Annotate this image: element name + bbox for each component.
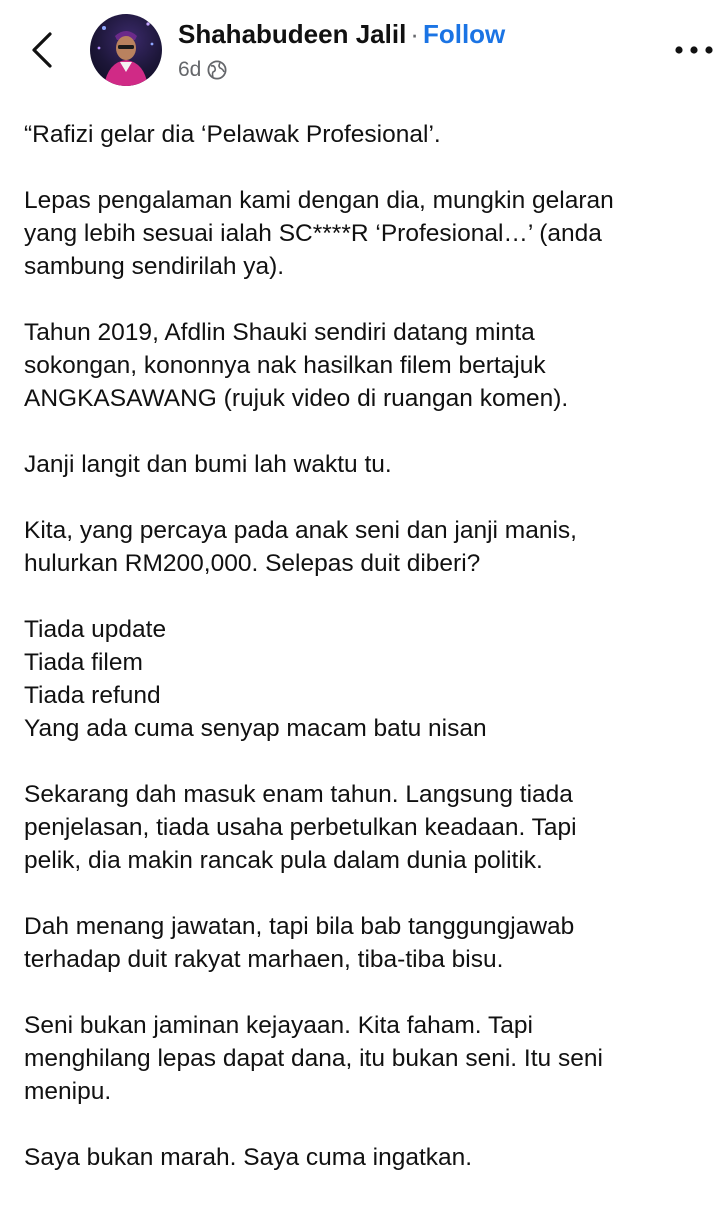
post-paragraph [24,613,714,745]
post-line: Tahun 2019, Afdlin Shauki sendiri datang minta [24,319,535,346]
back-button[interactable] [26,30,58,70]
globe-icon [207,60,227,80]
post-line: sokongan, kononnya nak hasilkan filem bertajuk [24,352,546,379]
post-line: Lepas pengalaman kami dengan dia, mungkin gelaran [24,187,614,214]
post-line: Kita, yang percaya pada anak seni dan janji manis, [24,517,577,544]
post-meta [178,56,227,84]
chevron-left-icon [31,32,53,68]
post-paragraph [24,910,714,976]
post-header [0,0,727,100]
post-line: Sekarang dah masuk enam tahun. Langsung tiada [24,781,573,808]
post-line: Yang ada cuma senyap macam batu nisan [24,715,487,742]
post-line: “Rafizi gelar dia ‘Pelawak Profesional’. [24,121,441,148]
post-line: hulurkan RM200,000. Selepas duit diberi? [24,550,481,577]
author-row [178,18,505,50]
more-horizontal-icon [674,45,714,55]
post-paragraph [24,514,714,580]
post-line: pelik, dia makin rancak pula dalam dunia politik. [24,847,543,874]
post-paragraph [24,778,714,877]
post-line: sambung sendirilah ya). [24,253,285,280]
post-time[interactable]: 6d [178,58,202,81]
follow-button[interactable]: Follow [422,19,506,49]
post-line: yang lebih sesuai ialah SC****R ‘Profesional…’ (anda [24,220,602,247]
post-line: menghilang lepas dapat dana, itu bukan seni. Itu seni [24,1045,603,1072]
post-paragraph [24,448,714,481]
post-line: Dah menang jawatan, tapi bila bab tanggungjawab [24,913,575,940]
author-name[interactable]: Shahabudeen Jalil [178,19,407,49]
post-line: terhadap duit rakyat marhaen, tiba-tiba bisu. [24,946,504,973]
post-line: Tiada filem [24,649,143,676]
post-text [24,118,714,1207]
post-line: penjelasan, tiada usaha perbetulkan keadaan. Tapi [24,814,577,841]
more-options-button[interactable] [672,36,716,64]
post-line: Tiada update [24,616,167,643]
separator-dot: · [410,19,419,49]
post-line: Tiada refund [24,682,161,709]
post-paragraph [24,316,714,415]
post-line: Seni bukan jaminan kejayaan. Kita faham. Tapi [24,1012,533,1039]
post-paragraph [24,118,714,151]
post-paragraph [24,1141,714,1174]
post-line: Janji langit dan bumi lah waktu tu. [24,451,392,478]
post-line: Saya bukan marah. Saya cuma ingatkan. [24,1144,473,1171]
post-line: ANGKASAWANG (rujuk video di ruangan komen). [24,385,569,412]
post-paragraph [24,184,714,283]
author-avatar[interactable] [90,14,162,86]
avatar-photo [90,14,162,86]
post-paragraph [24,1009,714,1108]
post-line: menipu. [24,1078,112,1105]
